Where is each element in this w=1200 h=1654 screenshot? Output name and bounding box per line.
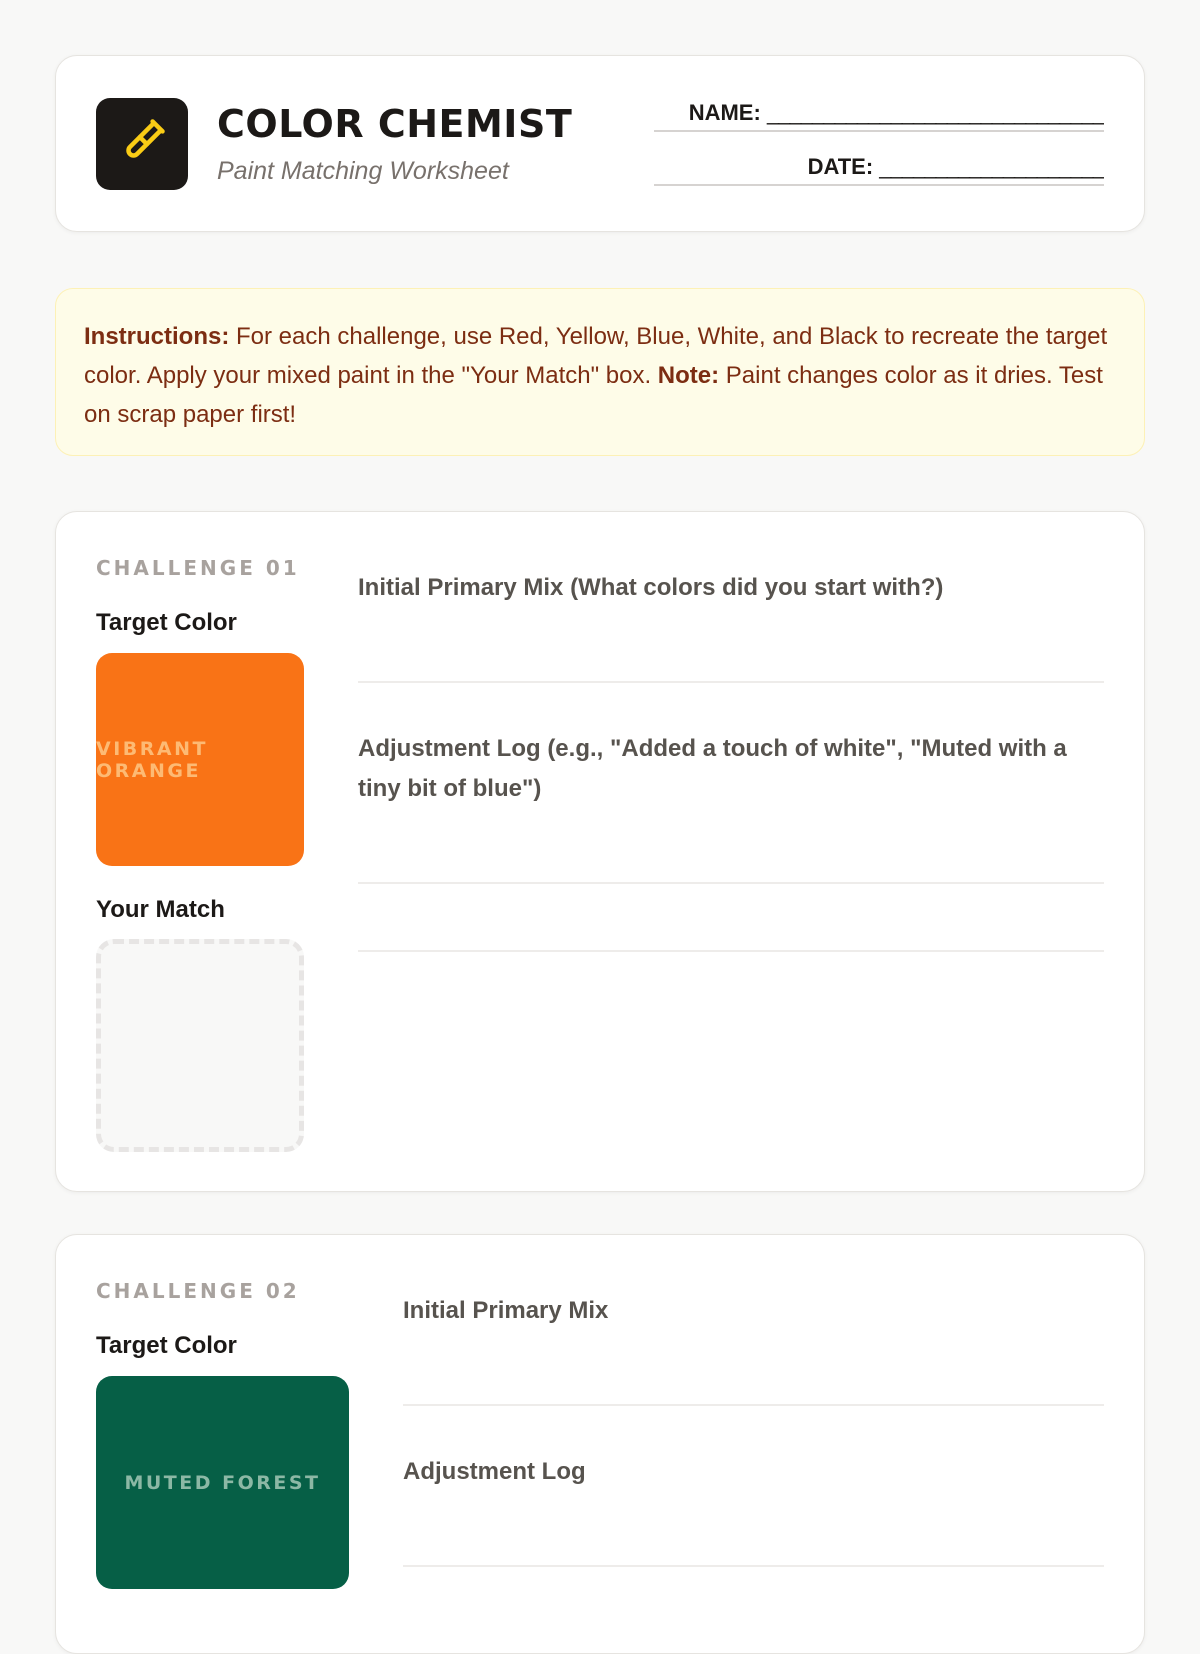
initial-mix-prompt: Initial Primary Mix <box>403 1297 609 1324</box>
challenge-label: CHALLENGE 01 <box>96 556 300 580</box>
name-field[interactable] <box>654 100 1104 132</box>
challenge-card <box>55 511 1145 1192</box>
target-swatch <box>96 653 304 866</box>
adjustment-log-field[interactable] <box>358 689 1104 884</box>
swatch-name: VIBRANT ORANGE <box>96 737 208 782</box>
worksheet-header <box>55 55 1145 232</box>
adjustment-log-prompt: Adjustment Log <box>403 1458 586 1485</box>
adjustment-log-prompt: Adjustment Log (e.g., "Added a touch of white", "Muted with a tiny bit of blue") <box>358 735 1067 802</box>
target-color-label: Target Color <box>96 1332 237 1359</box>
your-match-box[interactable] <box>96 939 304 1152</box>
initial-mix-field[interactable] <box>358 528 1104 683</box>
target-swatch <box>96 1376 349 1589</box>
date-field[interactable] <box>654 154 1104 186</box>
initial-mix-field[interactable] <box>403 1251 1104 1406</box>
name-blank[interactable]: ______________________________ <box>766 100 1104 125</box>
test-tube-icon <box>114 114 170 175</box>
swatch-name: MUTED FOREST <box>124 1471 321 1494</box>
instructions-text: For each challenge, use Red, Yellow, Blue, White, and Black to recreate the target color. Apply your mixed paint in the "Your Match" box. <box>84 323 1108 389</box>
date-label: DATE: <box>807 154 874 179</box>
instructions-box <box>55 288 1145 456</box>
writing-line[interactable] <box>358 950 1104 952</box>
worksheet-title: COLOR CHEMIST <box>217 102 573 146</box>
logo <box>96 98 188 190</box>
date-blank[interactable]: ____________________ <box>879 154 1104 179</box>
worksheet-subtitle: Paint Matching Worksheet <box>217 157 509 185</box>
your-match-label: Your Match <box>96 896 225 923</box>
instructions-lead: Instructions: <box>84 323 230 350</box>
name-label: NAME: <box>688 100 761 125</box>
challenge-card <box>55 1234 1145 1654</box>
note-text: Paint changes color as it dries. Test on scrap paper first! <box>84 362 1103 428</box>
target-color-label: Target Color <box>96 609 237 636</box>
note-lead: Note: <box>657 362 720 389</box>
initial-mix-prompt: Initial Primary Mix (What colors did you start with?) <box>358 574 944 601</box>
adjustment-log-field[interactable] <box>403 1412 1104 1567</box>
challenge-label: CHALLENGE 02 <box>96 1279 300 1303</box>
